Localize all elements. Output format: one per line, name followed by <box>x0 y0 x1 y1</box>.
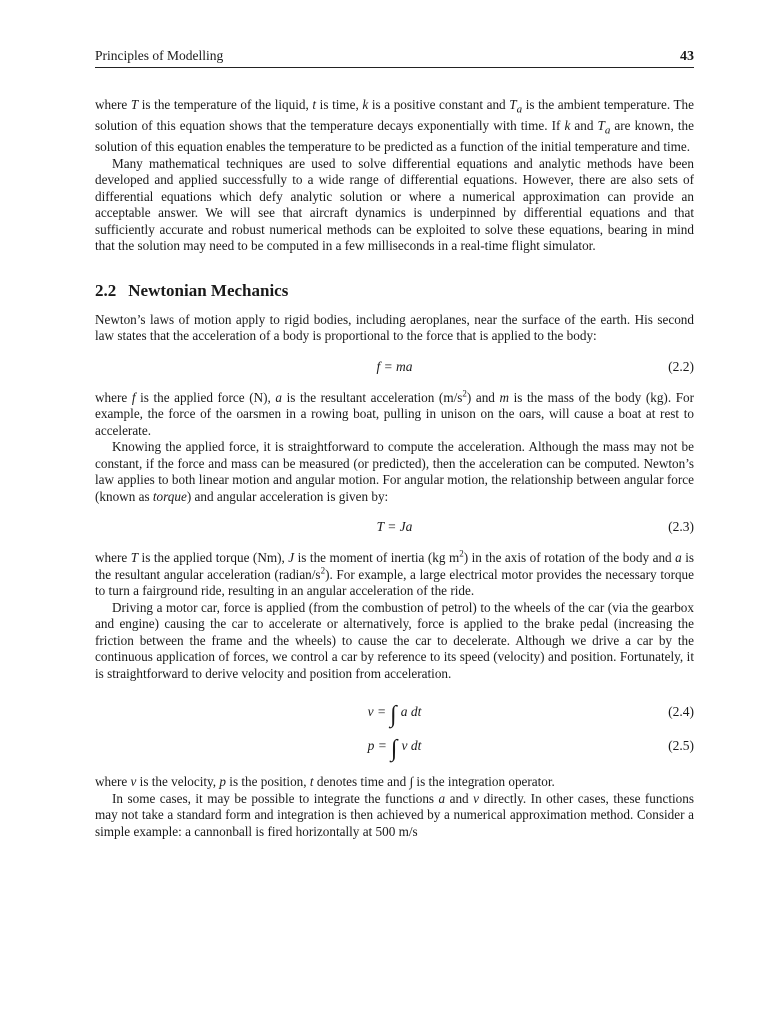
equation-expression: T = Ja <box>376 519 413 535</box>
integral-symbol: ∫ <box>390 736 398 763</box>
header-rule <box>95 67 694 68</box>
paragraph-numerical-integration: In some cases, it may be possible to integrate the functions a and v directly. In other cases, these functions may not take a standard form and integration is then achieved by a numerical approximation method. Consider a simple example: a cannonball is fired horizontally at 500 m/s <box>95 790 694 839</box>
section-number: 2.2 <box>95 280 117 300</box>
page-number: 43 <box>680 49 694 64</box>
running-title: Principles of Modelling <box>95 48 224 63</box>
equation-2-3 <box>95 517 694 537</box>
equation-number: (2.5) <box>668 738 694 754</box>
paragraph-torque-definition: where T is the applied torque (Nm), J is the moment of inertia (kg $m^2$) in the axis of rotation of the body and a is the resultant angular acceleration $(radian/s^2)$. For example, a large electrical motor provides the necessary torque to turn a fairground ride, resulting in an angular acceleration of the ride. <box>95 548 695 599</box>
paragraph-velocity-position: where v is the velocity, p is the position, t denotes time and ∫ is the integration operator. <box>95 774 555 790</box>
equation-expression: f = ma <box>376 358 413 374</box>
paragraph-force-definition: where f is the applied force (N), a is the resultant acceleration $(m/s^2)$ and m is the mass of the body (kg). For example, the force of the oarsmen in a rowing boat, pulling in unison on the oars, will cause a boat at rest to accelerate. <box>95 388 695 438</box>
equation-number: (2.4) <box>668 704 694 720</box>
section-title: Newtonian Mechanics <box>128 280 289 300</box>
paragraph-temperature: where T is the temperature of the liquid, t is time, k is a positive constant and $T_a$ is the ambient temperature. The solution of this equation shows that the temperature decays exponentially with time. If k and $T_a$ are known, the solution of this equation enables the temperature to be predicted as a function of the initial temperature and time. <box>95 97 694 155</box>
equation-2-5 <box>95 730 694 764</box>
equation-number: (2.3) <box>668 519 694 535</box>
equation-expression: p = ∫ v dt <box>367 736 422 763</box>
running-header <box>95 48 694 65</box>
paragraph-newton-laws: Newton’s laws of motion apply to rigid bodies, including aeroplanes, near the surface of the earth. His second law states that the acceleration of a body is proportional to the force that is applied to the body: <box>95 311 694 344</box>
section-heading <box>95 281 694 301</box>
paragraph-numerical-methods: Many mathematical techniques are used to solve differential equations and analytic methods have been developed and applied successfully to a wide range of differential equations. However, there are also sets of differential equations which defy analytic solution or where a numerical approximation can provide an acceptable answer. We will see that aircraft dynamics is underpinned by differential equations and that sufficiently accurate and robust numerical methods can be exploited to solve these equations, bearing in mind that the solution may need to be computed in a few milliseconds in a real-time flight simulator. <box>95 155 694 254</box>
equation-2-4 <box>95 696 694 730</box>
equation-expression: v = ∫ a dt <box>367 702 422 729</box>
paragraph-motor-car: Driving a motor car, force is applied (from the combustion of petrol) to the wheels of the car (via the gearbox and engine) causing the car to accelerate or alternatively, force is applied to the brake pedal (increasing the friction between the frame and the wheels) to cause the car to decelerate. Although we drive a car by the continuous application of forces, we control a car by reference to its speed (velocity) and position. Fortunately, it is straightforward to derive velocity and position from acceleration. <box>95 599 694 681</box>
integral-symbol: ∫ <box>390 702 397 729</box>
paragraph-angular-motion: Knowing the applied force, it is straightforward to compute the acceleration. Although the mass may not be constant, if the force and mass can be measured (or predicted), then the acceleration can be computed. Newton’s law applies to both linear motion and angular motion. For angular motion, the relationship between angular force (known as torque) and angular acceleration is given by: <box>95 439 694 504</box>
equation-2-2 <box>95 357 694 377</box>
page-body <box>95 97 694 840</box>
equation-number: (2.2) <box>668 358 694 374</box>
